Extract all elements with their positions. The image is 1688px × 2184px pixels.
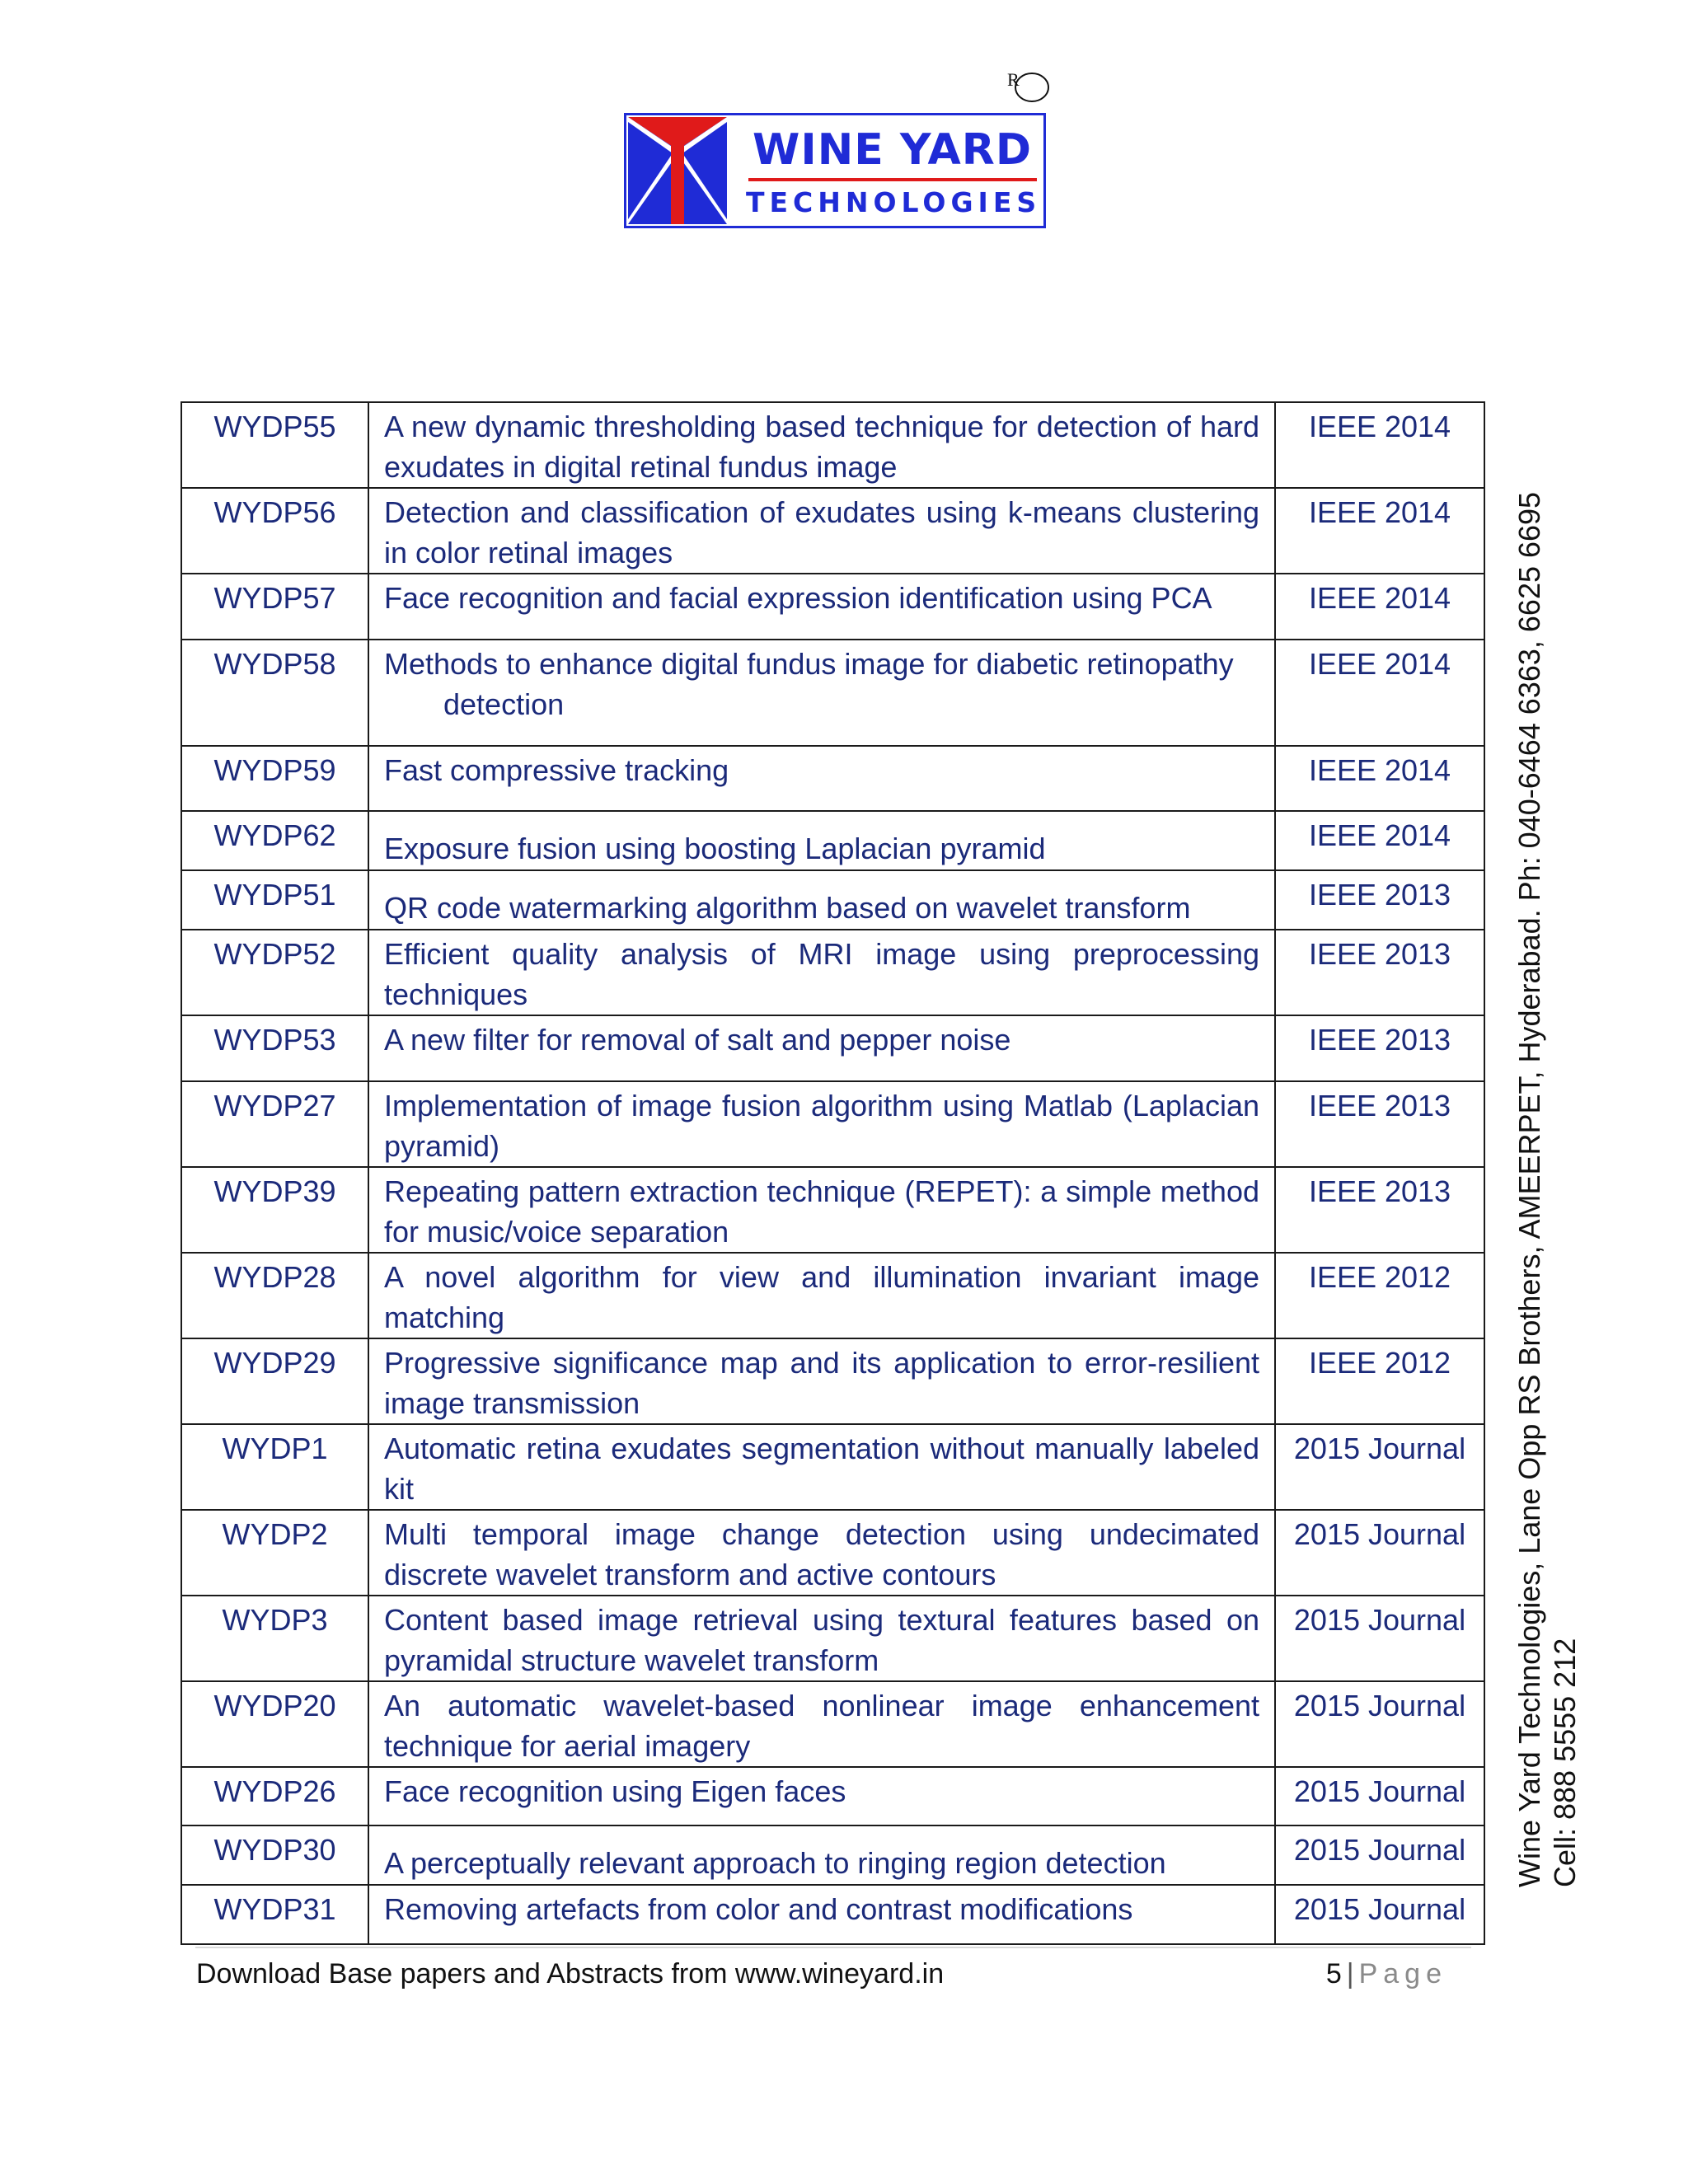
project-code: WYDP2 (181, 1510, 368, 1596)
page-separator: | (1346, 1958, 1354, 1990)
project-code: WYDP30 (181, 1825, 368, 1885)
project-code: WYDP1 (181, 1424, 368, 1510)
project-title (368, 640, 1275, 746)
table-row (181, 870, 1484, 930)
project-year: IEEE 2012 (1275, 1338, 1484, 1424)
footer-download-text: Download Base papers and Abstracts from www.wineyard.in (196, 1958, 945, 1990)
side-contact-info (1512, 453, 1582, 1887)
project-title: Progressive significance map and its application to error-resilient image transmission (368, 1338, 1275, 1424)
project-year: IEEE 2013 (1275, 870, 1484, 930)
table-row (181, 1253, 1484, 1338)
side-contact-line1: Wine Yard Technologies, Lane Opp RS Brothers, AMEERPET, Hyderabad. Ph: 040-6464 6363, 6625 6695 (1512, 491, 1546, 1887)
project-title: A perceptually relevant approach to ringing region detection (368, 1825, 1275, 1885)
project-code: WYDP31 (181, 1885, 368, 1944)
table-row (181, 402, 1484, 488)
project-code: WYDP28 (181, 1253, 368, 1338)
project-title: Implementation of image fusion algorithm using Matlab (Laplacian pyramid) (368, 1081, 1275, 1167)
project-code: WYDP62 (181, 811, 368, 870)
table-row (181, 1885, 1484, 1944)
logo-brand-text: WINE YARD (753, 125, 1032, 175)
project-code: WYDP51 (181, 870, 368, 930)
project-year: IEEE 2014 (1275, 746, 1484, 811)
project-code: WYDP53 (181, 1015, 368, 1081)
page-number: 5 (1325, 1958, 1342, 1990)
project-title: A new dynamic thresholding based technique for detection of hard exudates in digital retinal fundus image (368, 402, 1275, 488)
logo-emblem-icon (628, 117, 727, 224)
project-year: IEEE 2013 (1275, 930, 1484, 1015)
table-row (181, 1681, 1484, 1767)
project-year: 2015 Journal (1275, 1510, 1484, 1596)
project-code: WYDP3 (181, 1596, 368, 1681)
logo-subtitle-text: TECHNOLOGIES (746, 186, 1042, 218)
project-title: Detection and classification of exudates using k-means clustering in color retinal images (368, 488, 1275, 574)
table-row (181, 811, 1484, 870)
project-title: Fast compressive tracking (368, 746, 1275, 811)
company-logo (624, 113, 1046, 228)
table-row (181, 1596, 1484, 1681)
project-year: IEEE 2014 (1275, 574, 1484, 640)
table-row (181, 1767, 1484, 1825)
project-year: IEEE 2013 (1275, 1167, 1484, 1253)
table-row (181, 640, 1484, 746)
project-title: Exposure fusion using boosting Laplacian pyramid (368, 811, 1275, 870)
project-code: WYDP29 (181, 1338, 368, 1424)
project-code: WYDP27 (181, 1081, 368, 1167)
project-year: IEEE 2013 (1275, 1015, 1484, 1081)
project-year: 2015 Journal (1275, 1424, 1484, 1510)
project-year: IEEE 2014 (1275, 402, 1484, 488)
table-row (181, 1167, 1484, 1253)
table-row (181, 1015, 1484, 1081)
project-title: A new filter for removal of salt and pepper noise (368, 1015, 1275, 1081)
project-title: Content based image retrieval using textural features based on pyramidal structure wavelet transform (368, 1596, 1275, 1681)
project-title: Face recognition and facial expression identification using PCA (368, 574, 1275, 640)
project-title: QR code watermarking algorithm based on wavelet transform (368, 870, 1275, 930)
project-code: WYDP56 (181, 488, 368, 574)
project-year: IEEE 2014 (1275, 811, 1484, 870)
project-code: WYDP59 (181, 746, 368, 811)
project-year: 2015 Journal (1275, 1885, 1484, 1944)
svg-text:R: R (1007, 69, 1020, 90)
project-title-line1: Methods to enhance digital fundus image for diabetic retinopathy (384, 647, 1234, 681)
project-year: 2015 Journal (1275, 1596, 1484, 1681)
footer-page-indicator (1326, 1955, 1447, 1993)
project-title: A novel algorithm for view and illumination invariant image matching (368, 1253, 1275, 1338)
project-title: Removing artefacts from color and contrast modifications (368, 1885, 1275, 1944)
table-row (181, 574, 1484, 640)
table-row (181, 1338, 1484, 1424)
project-year: IEEE 2014 (1275, 640, 1484, 746)
project-year: IEEE 2014 (1275, 488, 1484, 574)
registered-mark-icon (1004, 68, 1053, 105)
project-title: Automatic retina exudates segmentation without manually labeled kit (368, 1424, 1275, 1510)
project-code: WYDP58 (181, 640, 368, 746)
projects-table (181, 401, 1485, 1945)
table-row (181, 930, 1484, 1015)
project-code: WYDP57 (181, 574, 368, 640)
table-row (181, 1825, 1484, 1885)
table-row (181, 488, 1484, 574)
project-code: WYDP39 (181, 1167, 368, 1253)
logo-divider (748, 178, 1037, 181)
project-title-line2: detection (443, 687, 565, 721)
project-year: 2015 Journal (1275, 1767, 1484, 1825)
side-contact-line2: Cell: 888 5555 212 (1548, 1638, 1582, 1887)
project-title: Multi temporal image change detection using undecimated discrete wavelet transform and active contours (368, 1510, 1275, 1596)
project-code: WYDP20 (181, 1681, 368, 1767)
project-code: WYDP55 (181, 402, 368, 488)
table-row (181, 1424, 1484, 1510)
page-word: Page (1358, 1958, 1447, 1990)
table-row (181, 746, 1484, 811)
table-row (181, 1510, 1484, 1596)
project-title: Efficient quality analysis of MRI image using preprocessing techniques (368, 930, 1275, 1015)
project-year: IEEE 2013 (1275, 1081, 1484, 1167)
project-code: WYDP26 (181, 1767, 368, 1825)
table-row (181, 1081, 1484, 1167)
project-title: Repeating pattern extraction technique (REPET): a simple method for music/voice separation (368, 1167, 1275, 1253)
project-title: Face recognition using Eigen faces (368, 1767, 1275, 1825)
project-year: IEEE 2012 (1275, 1253, 1484, 1338)
project-code: WYDP52 (181, 930, 368, 1015)
project-title: An automatic wavelet-based nonlinear image enhancement technique for aerial imagery (368, 1681, 1275, 1767)
project-year: 2015 Journal (1275, 1825, 1484, 1885)
footer-divider (195, 1947, 1471, 1948)
project-year: 2015 Journal (1275, 1681, 1484, 1767)
